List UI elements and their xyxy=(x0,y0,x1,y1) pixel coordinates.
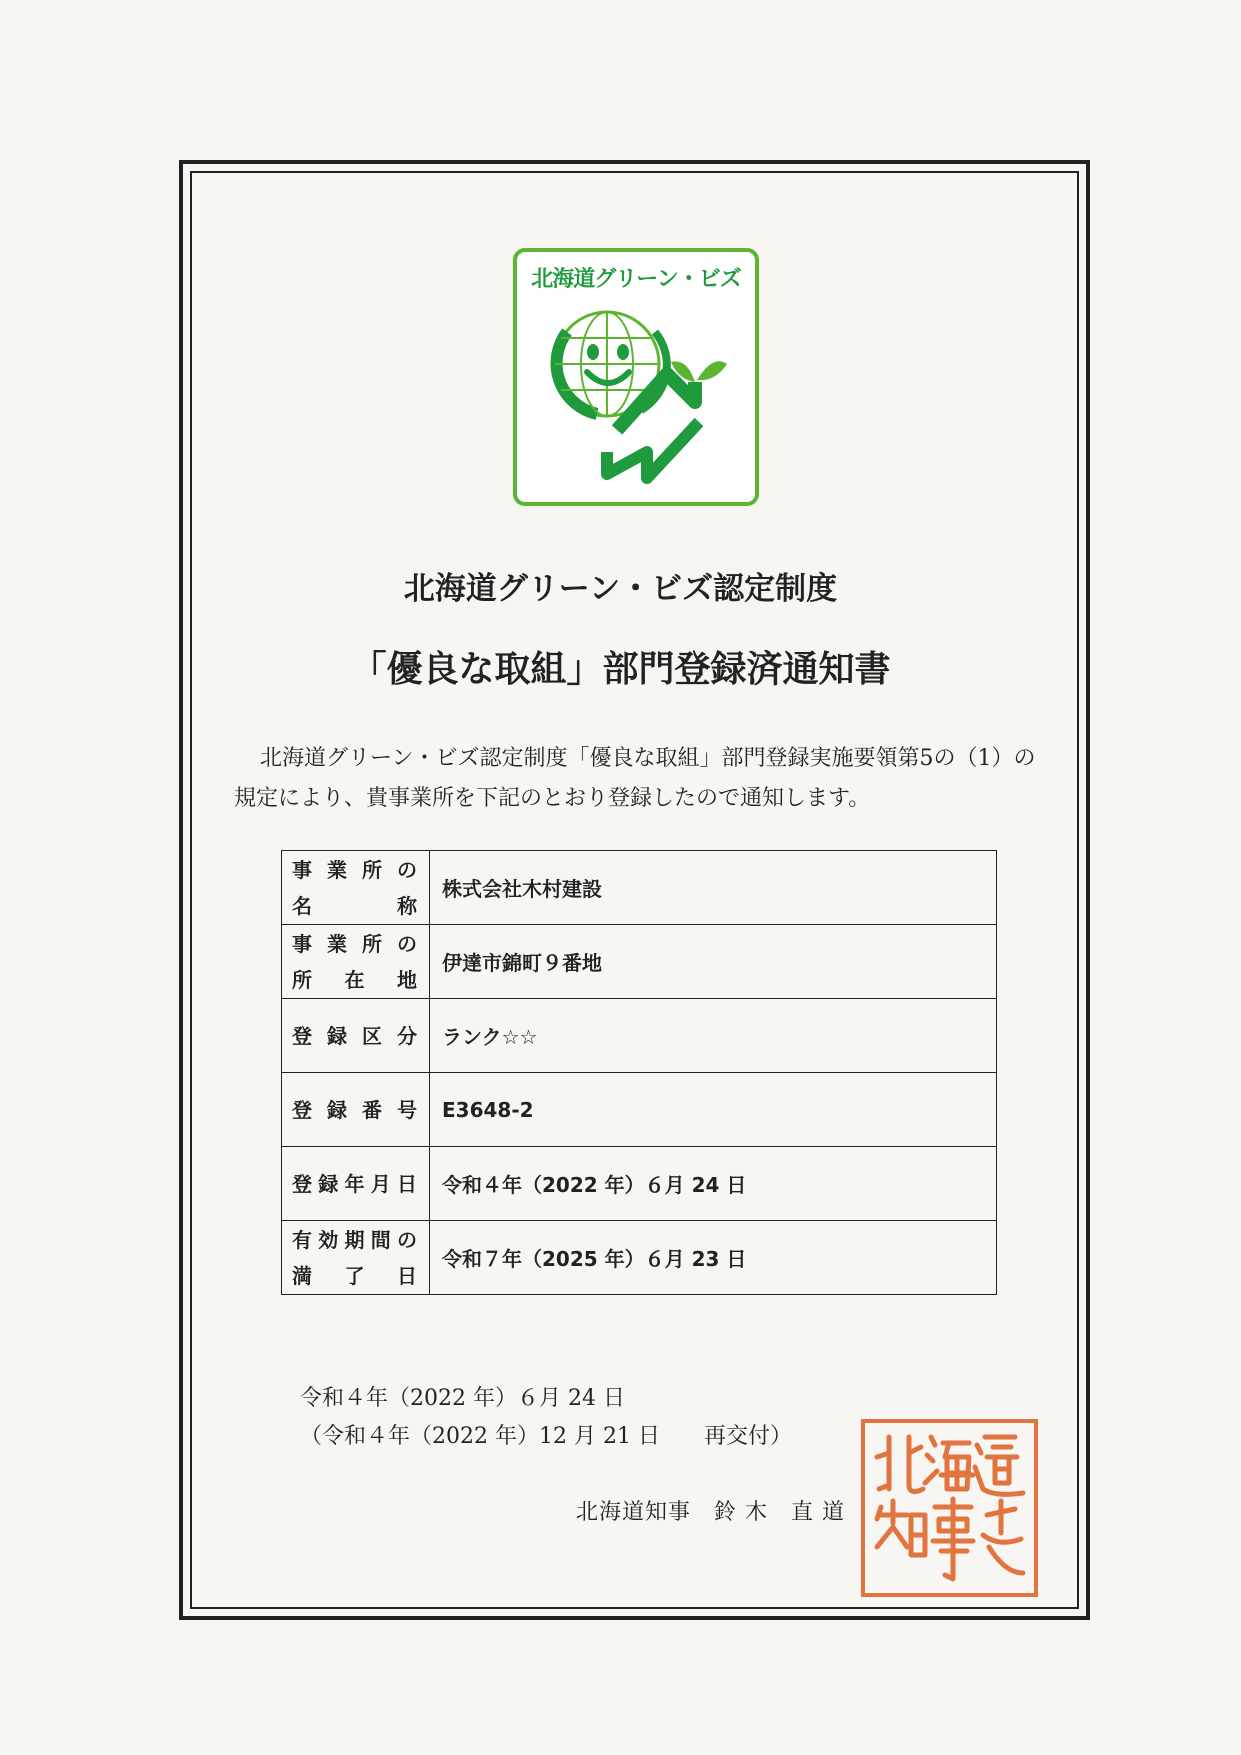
label-line: 登録番号 xyxy=(292,1097,419,1122)
label-line: 登録年月日 xyxy=(292,1171,419,1196)
row-label xyxy=(282,999,430,1073)
label-line: 事業所の xyxy=(292,931,419,956)
label-line: 登録区分 xyxy=(292,1023,419,1048)
certificate-system-title: 北海道グリーン・ビズ認定制度 xyxy=(403,571,838,607)
label-line: 名 称 xyxy=(292,893,419,918)
registration-table xyxy=(281,850,997,1295)
intro-line-1: 北海道グリーン・ビズ認定制度「優良な取組」部門登録実施要領第5の（1）の xyxy=(260,746,1036,771)
issue-date-block xyxy=(300,1380,792,1456)
label-line: 事業所の xyxy=(292,857,419,882)
intro-line-2: 規定により、貴事業所を下記のとおり登録したので通知します。 xyxy=(234,786,871,811)
row-label xyxy=(282,1147,430,1221)
intro-paragraph xyxy=(234,739,1064,819)
table-row xyxy=(282,925,997,999)
business-address-value: 伊達市錦町９番地 xyxy=(430,925,997,999)
table-row xyxy=(282,1147,997,1221)
seal-stamp-icon xyxy=(865,1423,1034,1593)
business-name-value: 株式会社木村建設 xyxy=(430,851,997,925)
table-row xyxy=(282,1073,997,1147)
row-label xyxy=(282,851,430,925)
label-line: 有効期間の xyxy=(292,1227,419,1252)
label-line: 所在地 xyxy=(292,967,419,992)
governor-signature: 北海道知事 鈴 木 直 道 xyxy=(576,1500,845,1525)
label-line: 満了日 xyxy=(292,1263,419,1288)
table-row xyxy=(282,1221,997,1295)
green-biz-logo xyxy=(513,248,759,506)
registration-number-value: E3648-2 xyxy=(430,1073,997,1147)
row-label xyxy=(282,1221,430,1295)
reissue-date: （令和４年（2022 年）12 月 21 日 再交付） xyxy=(300,1424,792,1449)
row-label xyxy=(282,1073,430,1147)
table-row xyxy=(282,999,997,1073)
table-row xyxy=(282,851,997,925)
registration-date-value: 令和４年（2022 年）６月 24 日 xyxy=(430,1147,997,1221)
issue-date: 令和４年（2022 年）６月 24 日 xyxy=(300,1386,625,1411)
notice-title: 「優良な取組」部門登録済通知書 xyxy=(350,649,891,690)
logo-text: 北海道グリーン・ビズ xyxy=(531,267,741,292)
globe-house-icon xyxy=(537,302,737,492)
row-label xyxy=(282,925,430,999)
governor-seal xyxy=(861,1419,1038,1597)
registration-category-value: ランク☆☆ xyxy=(430,999,997,1073)
expiry-date-value: 令和７年（2025 年）６月 23 日 xyxy=(430,1221,997,1295)
